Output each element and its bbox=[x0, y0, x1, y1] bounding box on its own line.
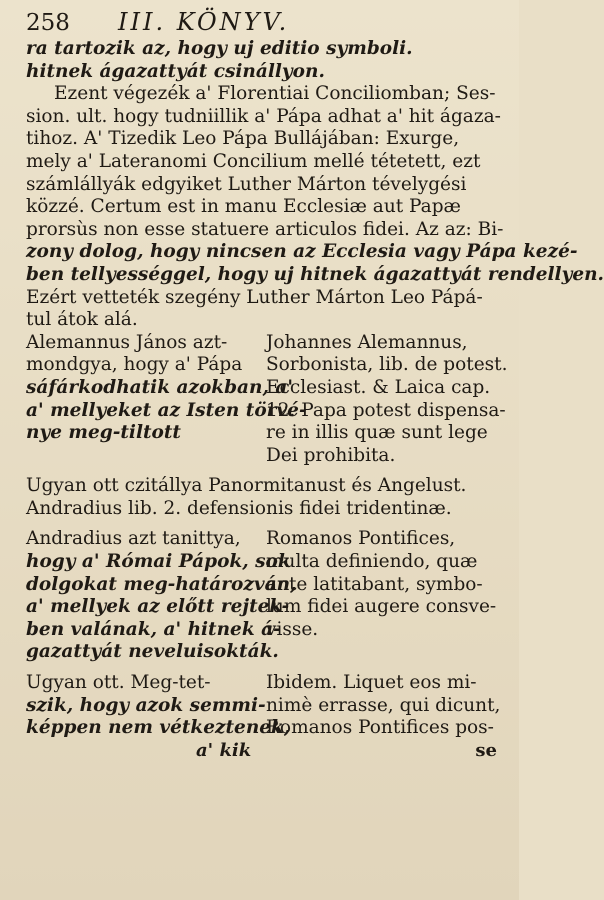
text-line: Ugyan ott. Meg-tet- bbox=[26, 672, 211, 694]
text-line: Ezért vetteték szegény Luther Márton Leo Pápá- bbox=[26, 286, 483, 308]
signature-mark: se bbox=[475, 739, 497, 761]
text-line: tihoz. A' Tizedik Leo Pápa Bullájában: Exurge, bbox=[26, 128, 460, 150]
text-line: sion. ult. hogy tudniillik a' Pápa adhat a' hit ágaza- bbox=[26, 105, 501, 127]
text-line: Dei prohibita. bbox=[266, 444, 396, 466]
intro-paragraphs bbox=[26, 38, 604, 332]
text-line: mondgya, hogy a' Pápa bbox=[26, 354, 243, 376]
text-line: visse. bbox=[266, 618, 319, 640]
parallel-block-3 bbox=[26, 672, 501, 740]
text-line: lum fidei augere consve- bbox=[266, 596, 497, 618]
text-line: Alemannus János azt- bbox=[26, 331, 228, 353]
text-line: a' mellyeket az Isten törvé- bbox=[26, 399, 307, 421]
text-line: hogy a' Római Pápok, sok bbox=[26, 551, 291, 573]
text-line: ante latitabant, symbo- bbox=[266, 573, 483, 595]
parallel-block-2 bbox=[26, 528, 497, 664]
text-line: Ibidem. Liquet eos mi- bbox=[266, 672, 477, 694]
latin-column bbox=[254, 672, 500, 740]
text-line: hitnek ágazattyát csinállyon. bbox=[26, 60, 325, 82]
text-line: Ezent végezék a' Florentiai Conciliomban; Ses- bbox=[54, 83, 496, 105]
hungarian-column bbox=[26, 672, 291, 740]
text-line: Ecclesiast. & Laica cap. bbox=[266, 376, 491, 398]
page-number: 258 bbox=[26, 10, 70, 36]
text-line: tul átok alá. bbox=[26, 309, 138, 331]
catchwords bbox=[26, 740, 497, 762]
latin-column bbox=[254, 332, 507, 468]
text-line: ben tellyességgel, hogy uj hitnek ágazattyát rendellyen. bbox=[26, 263, 604, 285]
citation-lines bbox=[26, 475, 497, 520]
running-head: III. KÖNYV. bbox=[118, 8, 290, 36]
text-line: közzé. Certum est in manu Ecclesiæ aut Papæ bbox=[26, 196, 461, 218]
text-line: nimè errasse, qui dicunt, bbox=[266, 694, 501, 716]
hungarian-column bbox=[26, 331, 307, 468]
text-line: re in illis quæ sunt lege bbox=[266, 422, 488, 444]
page-header bbox=[26, 8, 497, 38]
text-line: Ugyan ott czitállya Panormitanust és Angelust. bbox=[26, 475, 467, 497]
text-line: Romanos Pontifices, bbox=[266, 528, 456, 550]
text-line: mely a' Lateranomi Concilium mellé tétetett, ezt bbox=[26, 150, 481, 172]
text-line: zony dolog, hogy nincsen az Ecclesia vagy Pápa kezé- bbox=[26, 241, 578, 263]
parallel-block-1 bbox=[26, 331, 508, 468]
text-line: számlállyák edgyiket Luther Márton tévelygési bbox=[26, 173, 467, 195]
text-line: Romanos Pontifices pos- bbox=[266, 717, 494, 739]
text-line: képpen nem vétkeztenek, bbox=[26, 717, 291, 739]
text-line: Sorbonista, lib. de potest. bbox=[266, 354, 508, 376]
text-line: Andradius azt tanittya, bbox=[26, 528, 241, 550]
text-line: nye meg-tiltott bbox=[26, 422, 181, 444]
text-line: prorsùs non esse statuere articulos fidei. Az az: Bi- bbox=[26, 218, 504, 240]
text-line: gazattyát neveluisokták. bbox=[26, 641, 279, 663]
text-line: dolgokat meg-határozván, bbox=[26, 573, 297, 595]
text-line: sáfárkodhatik azokban, a' bbox=[26, 376, 294, 398]
text-line: multa definiendo, quæ bbox=[266, 551, 478, 573]
text-line: Andradius lib. 2. defensionis fidei tridentinæ. bbox=[26, 497, 452, 519]
text-line: 12. Papa potest dispensa- bbox=[266, 399, 506, 421]
latin-column bbox=[254, 528, 497, 664]
text-line: ra tartozik az, hogy uj editio symboli. bbox=[26, 38, 413, 59]
text-line: szik, hogy azok semmi- bbox=[26, 694, 266, 716]
text-line: a' mellyek az előtt rejtek- bbox=[26, 596, 290, 618]
text-line: Johannes Alemannus, bbox=[266, 331, 468, 353]
text-line: ben valának, a' hitnek á- bbox=[26, 618, 281, 640]
catchword: a' kik bbox=[196, 739, 252, 761]
